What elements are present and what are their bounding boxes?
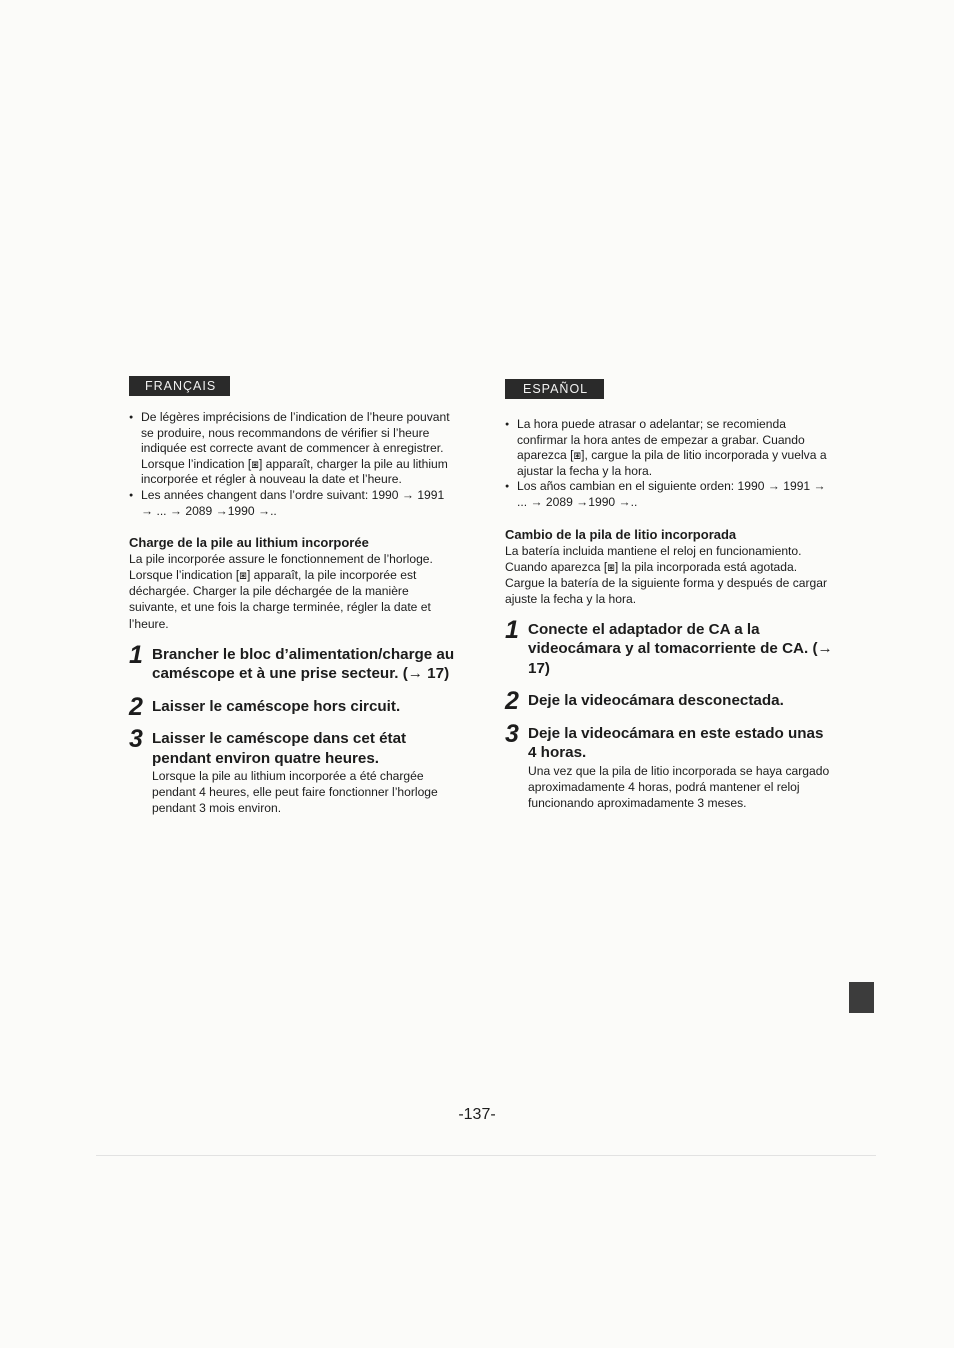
spanish-column <box>505 379 835 811</box>
step-title: Deje la videocámara desconectada. <box>528 692 784 710</box>
french-paragraph: La pile incorporée assure le fonctionnement de l’horloge. Lorsque l’indication [⧆] apparaît, la pile incorporée est déchargée. Charger la pile déchargée de la manière suivante, et une fois la charge terminée, régler la date et l’heure. <box>129 552 433 631</box>
spanish-note-1: ● La hora puede atrasar o adelantar; se recomienda confirmar la hora antes de empezar a grabar. Cuando aparezca [⧆], cargue la pila de litio incorporada y vuelva a ajustar la fecha y la hora. <box>505 417 835 479</box>
french-step-1 <box>129 640 459 684</box>
spanish-step-3 <box>505 719 835 811</box>
step-number: 2 <box>505 687 519 716</box>
step-number: 1 <box>505 615 519 644</box>
french-notes <box>129 410 459 519</box>
spanish-paragraph: La batería incluida mantiene el reloj en funcionamiento. Cuando aparezca [⧆] la pila incorporada está agotada. Cargue la batería de la siguiente forma y después de cargar ajuste la fecha y la hora. <box>505 543 828 606</box>
french-column <box>129 376 459 816</box>
step-description: Lorsque la pile au lithium incorporée a été chargée pendant 4 heures, elle peut faire fonctionner l’horloge pendant 3 mois environ. <box>152 769 438 816</box>
step-title: Deje la videocámara en este estado unas 4 horas. <box>528 724 824 762</box>
spanish-note-2: ● Los años cambian en el siguiente orden: 1990 → 1991 → ... → 2089 →1990 →.. <box>505 479 835 510</box>
spanish-notes <box>505 417 835 511</box>
spanish-step-2 <box>505 687 835 716</box>
section-thumb-tab <box>849 982 874 1013</box>
french-step-3 <box>129 725 459 816</box>
step-number: 2 <box>129 692 143 721</box>
french-note-2: ● Les années changent dans l’ordre suivant: 1990 → 1991 → ... → 2089 →1990 →.. <box>129 488 459 519</box>
french-step-2 <box>129 692 459 721</box>
step-title: Brancher le bloc d’alimentation/charge au caméscope et à une prise secteur. (→ 17) <box>152 645 455 683</box>
step-number: 3 <box>129 725 143 754</box>
footer-rule <box>96 1155 876 1156</box>
language-tag-spanish: ESPAÑOL <box>505 379 604 399</box>
step-title: Laisser le caméscope hors circuit. <box>152 697 401 715</box>
page-number: -137- <box>458 1106 496 1123</box>
spanish-step-1 <box>505 615 835 679</box>
language-tag-french: FRANÇAIS <box>129 376 230 396</box>
step-description: Una vez que la pila de litio incorporada se haya cargado aproximadamente 4 horas, podrá mantener el reloj funcionando aproximadamente 3 meses. <box>528 763 830 811</box>
french-note-1: ● De légères imprécisions de l’indication de l’heure pouvant se produire, nous recommandons de vérifier si l’heure indiquée est correcte avant de commencer à enregistrer. Lorsque l’indication [⧆] apparaît, charger la pile au lithium incorporée et régler à nouveau la date et l’heure. <box>129 410 459 488</box>
spanish-subheading: Cambio de la pila de litio incorporada <box>505 526 737 542</box>
step-title: Laisser le caméscope dans cet état pendant environ quatre heures. <box>152 730 407 767</box>
step-number: 3 <box>505 719 519 748</box>
step-number: 1 <box>129 640 143 669</box>
step-title: Conecte el adaptador de CA a la videocámara y al tomacorriente de CA. (→ 17) <box>528 620 833 677</box>
french-subheading: Charge de la pile au lithium incorporée <box>129 535 369 551</box>
